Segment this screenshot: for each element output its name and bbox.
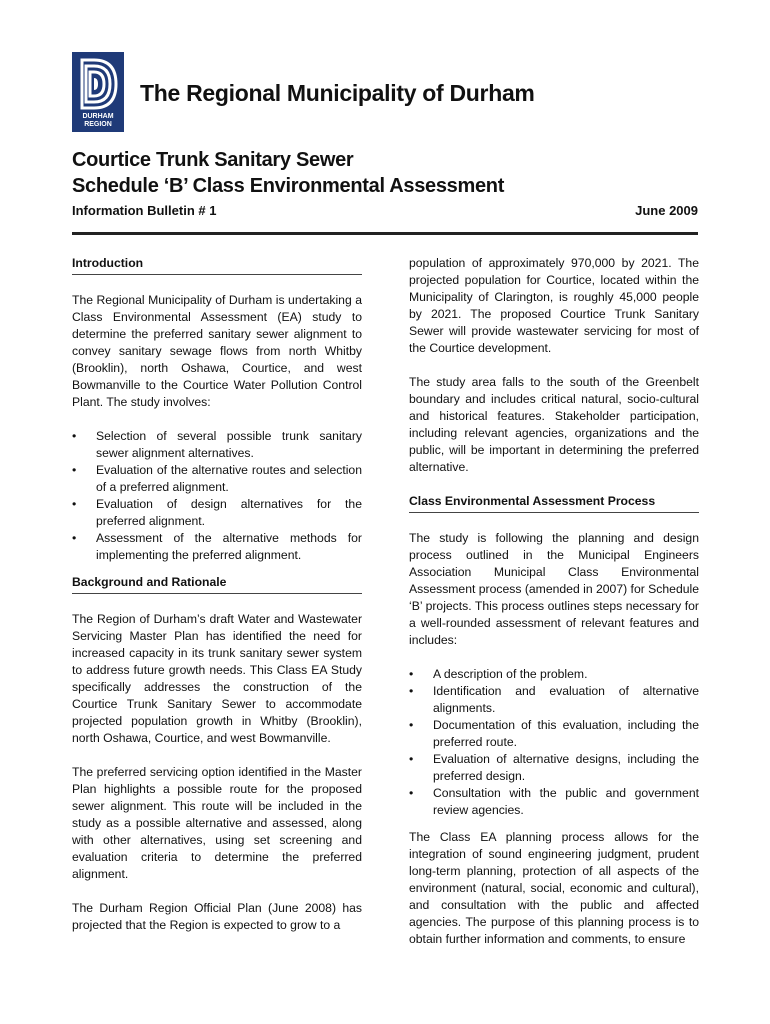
- bullet-icon: •: [72, 429, 77, 443]
- intro-bullet-list: [72, 428, 362, 564]
- background-paragraph-1: The Region of Durham’s draft Water and Wastewater Servicing Master Plan has identified the need for increased capacity in its trunk sanitary sewer system to address future growth needs. This Class EA Study specifically addresses the construction of the Courtice Trunk Sanitary Sewer to accommodate projected population growth in Whitby (Brooklin), north Oshawa, Courtice, and west Bowmanville.: [72, 612, 362, 745]
- logo-mark: [72, 52, 124, 132]
- list-item: • Evaluation of alternative designs, including the preferred design.: [409, 752, 699, 783]
- list-item: • Evaluation of design alternatives for the preferred alignment.: [72, 497, 362, 528]
- bullet-icon: •: [409, 752, 414, 766]
- list-item: • Identification and evaluation of alternative alignments.: [409, 684, 699, 715]
- bullet-icon: •: [409, 667, 414, 681]
- bullet-icon: •: [72, 531, 77, 545]
- intro-paragraph: The Regional Municipality of Durham is undertaking a Class Environmental Assessment (EA) study to determine the preferred sanitary sewer alignment to convey sanitary sewage flows from north Whitby (Brooklin), north Oshawa, Courtice, and west Bowmanville to the Courtice Water Pollution Control Plant. The study involves:: [72, 293, 362, 409]
- ea-process-paragraph: The study is following the planning and design process outlined in the Municipal Engineers Association Municipal Class Environmental Assessment process (amended in 2007) for Schedule ‘B’ projects. This process outlines steps necessary for a well-rounded assessment of relevant features and includes:: [409, 531, 699, 647]
- list-item: • Documentation of this evaluation, including the preferred route.: [409, 718, 699, 749]
- durham-region-logo: [72, 52, 124, 132]
- section-heading-introduction: Introduction: [72, 255, 362, 275]
- section-heading-class-ea: Class Environmental Assessment Process: [409, 493, 699, 513]
- background-paragraph-3: The Durham Region Official Plan (June 2008) has projected that the Region is expected to grow to a: [72, 901, 362, 932]
- list-item: • Selection of several possible trunk sanitary sewer alignment alternatives.: [72, 429, 362, 460]
- bullet-icon: •: [409, 684, 414, 698]
- background-paragraph-2: The preferred servicing option identified in the Master Plan highlights a possible route for the proposed sewer alignment. This route will be included in the study as a possible alternative and assessed, along with other alternatives, using set screening and evaluation criteria to determine the preferred alignment.: [72, 765, 362, 881]
- list-item: • Consultation with the public and government review agencies.: [409, 786, 699, 817]
- right-column: [409, 255, 699, 965]
- section-heading-background: Background and Rationale: [72, 574, 362, 594]
- left-column: [72, 255, 362, 951]
- svg-text:DURHAM: DURHAM: [82, 113, 114, 120]
- list-item: • Assessment of the alternative methods for implementing the preferred alignment.: [72, 531, 362, 562]
- ea-bullet-list: [409, 666, 699, 819]
- ea-planning-paragraph: The Class EA planning process allows for the integration of sound engineering judgment, prudent long-term planning, protection of all aspects of the environment (natural, social, economic and cultural), and consultation with the public and affected agencies. The purpose of this planning process is to obtain further information and comments, to ensure: [409, 830, 699, 946]
- bulletin-date: June 2009: [635, 203, 698, 218]
- document-title-line2: Schedule ‘B’ Class Environmental Assessment: [72, 175, 505, 197]
- header-divider: [72, 232, 698, 235]
- organization-name: The Regional Municipality of Durham: [140, 80, 535, 106]
- bullet-icon: •: [409, 786, 414, 800]
- svg-text:REGION: REGION: [84, 121, 112, 128]
- population-paragraph: population of approximately 970,000 by 2021. The projected population for Courtice, located within the Municipality of Clarington, is roughly 45,000 people by 2021. The proposed Courtice Trunk Sanitary Sewer will provide wastewater servicing for most of the Courtice development.: [409, 256, 699, 355]
- bulletin-number: Information Bulletin # 1: [72, 203, 217, 218]
- list-item: • A description of the problem.: [409, 667, 588, 681]
- bullet-icon: •: [72, 497, 77, 511]
- study-area-paragraph: The study area falls to the south of the Greenbelt boundary and includes critical natural, socio-cultural and historical features. Stakeholder participation, including relevant agencies, organizations and the public, will be important in determining the preferred alternative.: [409, 375, 699, 474]
- document-title-line1: Courtice Trunk Sanitary Sewer: [72, 149, 354, 171]
- bullet-icon: •: [409, 718, 414, 732]
- bullet-icon: •: [72, 463, 77, 477]
- list-item: • Evaluation of the alternative routes and selection of a preferred alignment.: [72, 463, 362, 494]
